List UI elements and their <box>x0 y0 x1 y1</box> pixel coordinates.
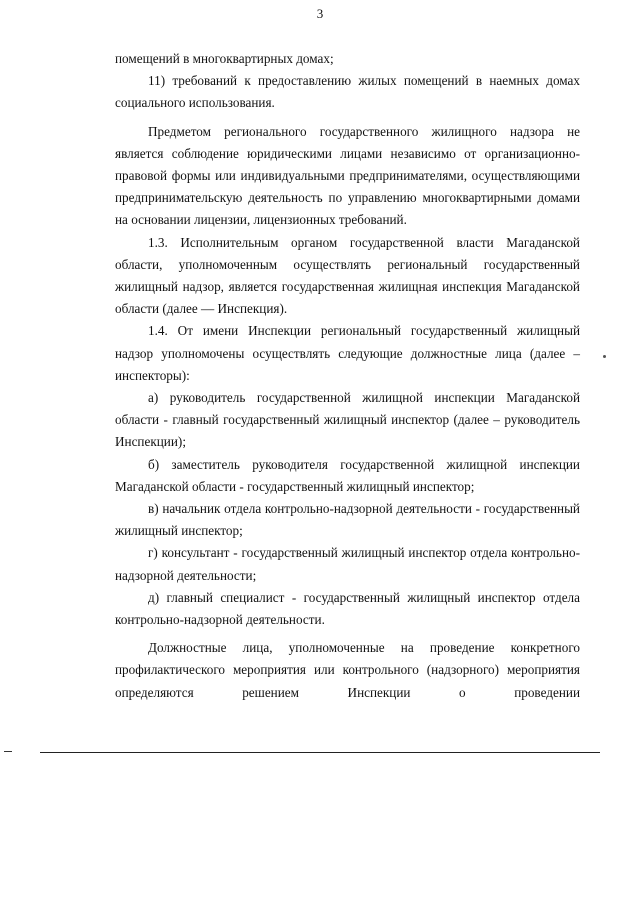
paragraph-4: 1.4. От имени Инспекции региональный государственный жилищный надзор уполномочены осуществлять следующие должностные лица (далее – инспекторы): <box>115 323 580 383</box>
paragraph-2: Предметом регионального государственного жилищного надзора не является соблюдение юридическими лицами независимо от организационно-правовой формы или индивидуальными предпринимателями, осуществляющими предпринимательскую деятельность по управлению многоквартирными домами на основании лицензии, лицензионных требований. <box>115 123 580 228</box>
paragraph-3: 1.3. Исполнительным органом государственной власти Магаданской области, уполномоченным осуществлять региональный государственный жилищный надзор, является государственная жилищная инспекция Магаданской области (далее — Инспекция). <box>115 234 580 317</box>
paragraph-10: Должностные лица, уполномоченные на проведение конкретного профилактического мероприятия или контрольного (надзорного) мероприятия определяются решением Инспекции о проведении <box>115 640 580 700</box>
paragraph-5: а) руководитель государственной жилищной инспекции Магаданской области - главный государственный жилищный инспектор (далее – руководитель Инспекции); <box>115 390 580 450</box>
paragraph-0: помещений в многоквартирных домах; <box>115 51 334 66</box>
paragraph-9: д) главный специалист - государственный жилищный инспектор отдела контрольно-надзорной деятельности. <box>115 589 580 628</box>
margin-mark <box>4 751 12 752</box>
margin-dot <box>603 355 606 358</box>
document-body <box>115 48 580 704</box>
paragraph-1: 11) требований к предоставлению жилых помещений в наемных домах социального использования. <box>115 73 580 111</box>
paragraph-6: б) заместитель руководителя государственной жилищной инспекции Магаданской области - государственный жилищный инспектор; <box>115 456 580 494</box>
paragraph-7: в) начальник отдела контрольно-надзорной деятельности - государственный жилищный инспектор; <box>115 501 580 539</box>
paragraph-8: г) консультант - государственный жилищный инспектор отдела контрольно-надзорной деятельности; <box>115 545 580 583</box>
footer-rule <box>40 752 600 753</box>
page-number: 3 <box>316 6 324 21</box>
